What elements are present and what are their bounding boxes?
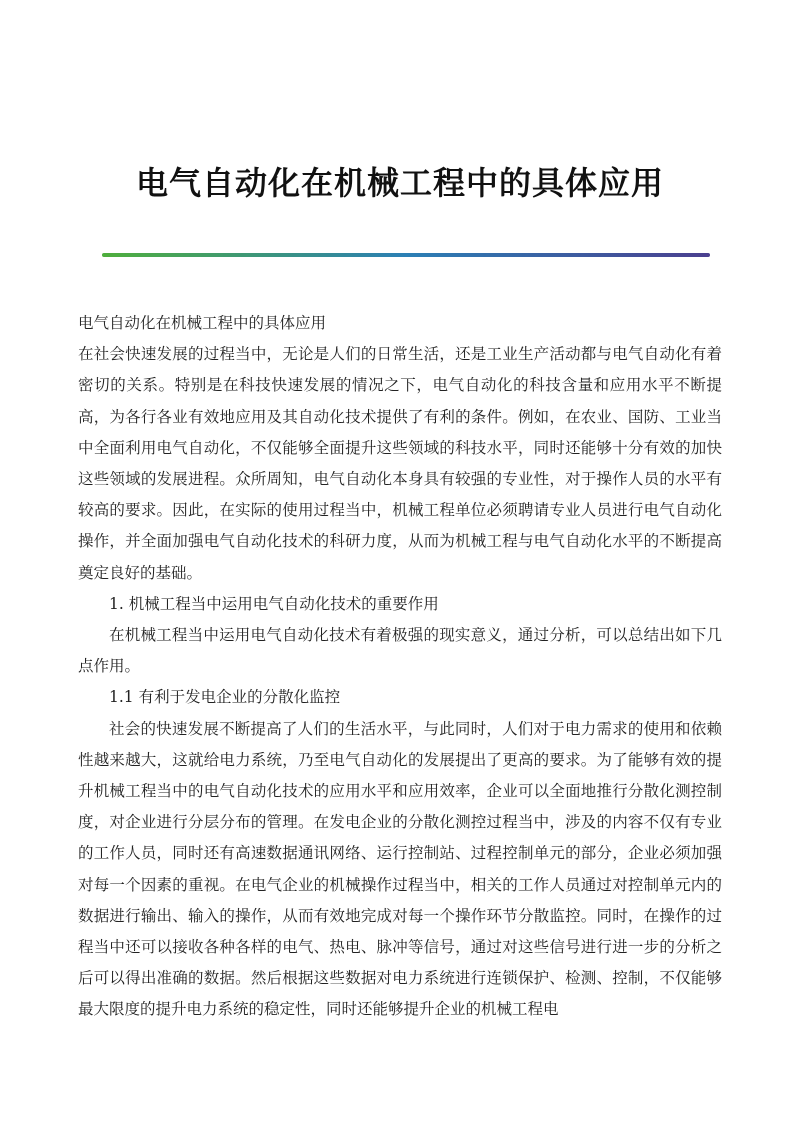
section-heading-1-1: 1.1 有利于发电企业的分散化监控 [109,688,341,707]
section-1-paragraph: 在机械工程当中运用电气自动化技术有着极强的现实意义，通过分析，可以总结出如下几点作用。 [78,626,722,676]
document-body [78,308,722,1026]
document-title: 电气自动化在机械工程中的具体应用 [135,164,664,202]
section-heading-1: 1. 机械工程当中运用电气自动化技术的重要作用 [109,594,439,613]
section-1-1-paragraph: 社会的快速发展不断提高了人们的生活水平，与此同时，人们对于电力需求的使用和依赖性越来越大，这就给电力系统，乃至电气自动化的发展提出了更高的要求。为了能够有效的提升机械工程当中的电气自动化技术的应用水平和应用效率，企业可以全面地推行分散化测控制度，对企业进行分层分布的管理。在发电企业的分散化测控过程当中，涉及的内容不仅有专业的工作人员，同时还有高速数据通讯网络、运行控制站、过程控制单元的部分，企业必须加强对每一个因素的重视。在电气企业的机械操作过程当中，相关的工作人员通过对控制单元内的数据进行输出、输入的操作，从而有效地完成对每一个操作环节分散监控。同时，在操作的过程当中还可以接收各种各样的电气、热电、脉冲等信号，通过对这些信号进行进一步的分析之后可以得出准确的数据。然后根据这些数据对电力系统进行连锁保护、检测、控制，不仅能够最大限度的提升电力系统的稳定性，同时还能够提升企业的机械工程电 [78,719,722,1019]
title-divider [102,253,710,257]
subtitle-paragraph: 电气自动化在机械工程中的具体应用 [78,314,327,332]
intro-paragraph: 在社会快速发展的过程当中，无论是人们的日常生活，还是工业生产活动都与电气自动化有着密切的关系。特别是在科技快速发展的情况之下，电气自动化的科技含量和应用水平不断提高，为各行各业有效地应用及其自动化技术提供了有利的条件。例如，在农业、国防、工业当中全面利用电气自动化，不仅能够全面提升这些领域的科技水平，同时还能够十分有效的加快这些领域的发展进程。众所周知，电气自动化本身具有较强的专业性，对于操作人员的水平有较高的要求。因此，在实际的使用过程当中，机械工程单位必须聘请专业人员进行电气自动化操作，并全面加强电气自动化技术的科研力度，从而为机械工程与电气自动化水平的不断提高奠定良好的基础。 [78,345,722,582]
